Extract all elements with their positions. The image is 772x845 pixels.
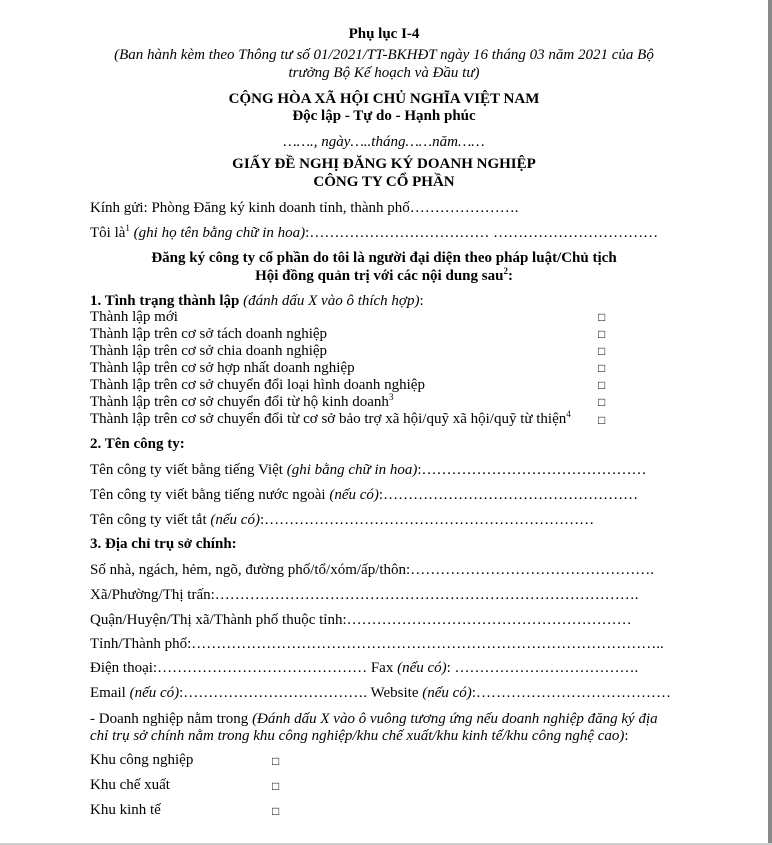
footnote-ref-4: 4 [566,409,571,419]
national-motto: Độc lập - Tự do - Hạnh phúc [292,108,476,124]
phone-field[interactable]: Điện thoại:…………………………………… [90,660,368,676]
section1-hint: (đánh dấu X vào ô thích hợp) [243,293,420,309]
date-line: ……., ngày…..tháng……năm…… [283,134,485,150]
company-name-foreign-field[interactable]: Tên công ty viết bằng tiếng nước ngoài (nếu có):…………………………………………… [90,487,639,503]
section3-heading: 3. Địa chỉ trụ sở chính: [90,536,237,552]
status-item-label: Thành lập trên cơ sở chuyển đổi loại hình doanh nghiệp [90,377,425,393]
applicant-name-line [90,224,658,242]
applicant-label: Tôi là [90,225,126,241]
status-checkbox-split[interactable]: □ [598,327,606,341]
zone-label-export-processing: Khu chế xuất [90,777,170,793]
status-checkbox-social-fund[interactable]: □ [598,413,606,427]
status-item-label: Thành lập trên cơ sở chuyển đổi từ cơ sở bảo trợ xã hội/quỹ xã hội/quỹ từ thiện$^4$ [90,409,571,427]
issued-note-line1: (Ban hành kèm theo Thông tư số 01/2021/TT-BKHĐT ngày 16 tháng 03 năm 2021 của Bộ [114,47,654,63]
zone-checkbox-industrial[interactable]: □ [272,754,280,768]
website-field[interactable]: :………………………………… [471,685,671,701]
status-item-label: Thành lập trên cơ sở chia doanh nghiệp [90,343,328,359]
footnote-ref-1: 1 [125,223,130,233]
company-name-vi-field[interactable]: Tên công ty viết bằng tiếng Việt (ghi bằng chữ in hoa):……………………………………… [90,462,647,478]
status-checkbox-convert-type[interactable]: □ [598,378,606,392]
zone-instruction-line2: chỉ trụ sở chính nằm trong khu công nghiệp/khu chế xuất/khu kinh tế/khu công nghệ cao): [90,728,629,744]
ward-field[interactable]: Xã/Phường/Thị trấn:…………………………………………………………………………. [90,587,639,603]
form-title: GIẤY ĐỀ NGHỊ ĐĂNG KÝ DOANH NGHIỆP [232,156,536,172]
zone-checkbox-export-processing[interactable]: □ [272,779,280,793]
register-statement-line1: Đăng ký công ty cổ phần do tôi là người đại diện theo pháp luật/Chủ tịch [151,250,617,266]
zone-label-industrial: Khu công nghiệp [90,752,194,768]
status-checkbox-divide[interactable]: □ [598,344,606,358]
zone-instruction-line1: - Doanh nghiệp nằm trong (Đánh dấu X vào ô vuông tương ứng nếu doanh nghiệp đăng ký địa [90,711,658,727]
footnote-ref-3: 3 [388,392,394,402]
page-frame-right [768,0,772,845]
email-website-line: Email (nếu có):………………………………. Website (nếu có):………………………………… [90,685,671,701]
company-name-short-field[interactable]: Tên công ty viết tắt (nếu có):………………………………………………………… [90,512,595,528]
status-item-label: Thành lập trên cơ sở chuyển đổi từ hộ kinh doanh$^3$ [90,392,394,410]
recipient-line: Kính gửi: Phòng Đăng ký kinh doanh tỉnh, thành phố…………………. [90,200,519,216]
status-item-label: Thành lập trên cơ sở hợp nhất doanh nghiệp [90,360,355,376]
zone-label-economic: Khu kinh tế [90,802,161,818]
phone-fax-line: Điện thoại:…………………………………… Fax (nếu có): ………………………………. [90,660,639,676]
status-checkbox-new[interactable]: □ [598,310,606,324]
section1-heading: 1. Tình trạng thành lập (đánh dấu X vào ô thích hợp): [90,293,424,309]
applicant-dots: :……………………………… …………………………… [305,225,659,241]
province-field[interactable]: Tỉnh/Thành phố:………………………………………………………………………………….. [90,636,664,652]
country-name: CỘNG HÒA XÃ HỘI CHỦ NGHĨA VIỆT NAM [228,91,540,107]
fax-field[interactable]: : ………………………………. [446,660,639,676]
applicant-hint: (ghi họ tên bằng chữ in hoa) [133,225,306,241]
status-item-label: Thành lập mới [90,309,178,325]
form-subtitle: CÔNG TY CỔ PHẦN [313,174,455,190]
register-statement-line2: Hội đồng quản trị với các nội dung sau$^2$: [255,266,513,284]
status-item-label: Thành lập trên cơ sở tách doanh nghiệp [90,326,328,342]
status-checkbox-merge[interactable]: □ [598,361,606,375]
section2-heading: 2. Tên công ty: [90,436,185,452]
district-field[interactable]: Quận/Huyện/Thị xã/Thành phố thuộc tỉnh:………………………………………………… [90,612,632,628]
zone-checkbox-economic[interactable]: □ [272,804,280,818]
status-checkbox-household[interactable]: □ [598,395,606,409]
street-address-field[interactable]: Số nhà, ngách, hẻm, ngõ, đường phố/tổ/xóm/ấp/thôn:…………………………………………. [90,562,654,578]
footnote-ref-2: 2 [503,266,508,276]
issued-note-line2: trưởng Bộ Kế hoạch và Đầu tư) [288,65,480,81]
email-field[interactable]: :………………………………. [179,685,368,701]
appendix-title: Phụ lục I-4 [348,26,420,42]
